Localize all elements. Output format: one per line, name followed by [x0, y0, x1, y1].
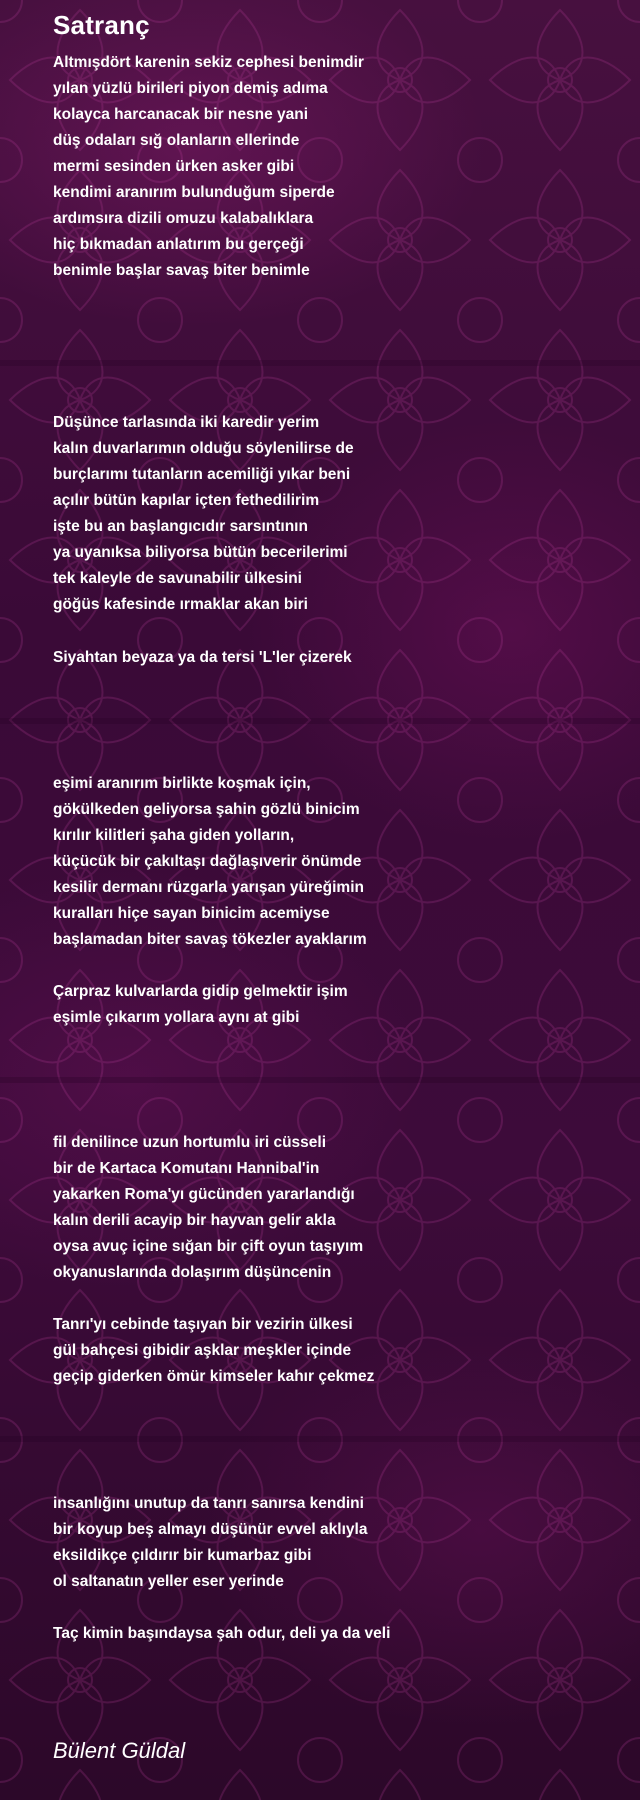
poem-line: oysa avuç içine sığan bir çift oyun taşıyım: [53, 1238, 364, 1255]
poem-line: açılır bütün kapılar içten fethedilirim: [53, 492, 320, 509]
stanza: [53, 50, 364, 284]
poem-line: Tanrı'yı cebinde taşıyan bir vezirin ülkesi: [53, 1316, 353, 1333]
poem-line: düş odaları sığ olanların ellerinde: [53, 132, 300, 149]
poem-line: okyanuslarında dolaşırım düşüncenin: [53, 1264, 332, 1281]
stanza: [53, 1312, 374, 1390]
poem-line: Taç kimin başındaysa şah odur, deli ya da veli: [53, 1625, 391, 1642]
poem-line: burçlarımı tutanların acemiliği yıkar beni: [53, 466, 351, 483]
section-divider: [0, 1077, 640, 1083]
stanza: [53, 410, 354, 618]
poem-line: mermi sesinden ürken asker gibi: [53, 158, 295, 175]
poem-line: ol saltanatın yeller eser yerinde: [53, 1573, 284, 1590]
poem-line: kolayca harcanacak bir nesne yani: [53, 106, 309, 123]
poem-line: bir de Kartaca Komutanı Hannibal'in: [53, 1160, 320, 1177]
poem-line: eşimle çıkarım yollara aynı at gibi: [53, 1009, 300, 1026]
poem-line: göğüs kafesinde ırmaklar akan biri: [53, 596, 308, 613]
poem-line: işte bu an başlangıcıdır sarsıntının: [53, 518, 308, 535]
poem-line: başlamadan biter savaş tökezler ayaklarım: [53, 931, 367, 948]
poem-author: Bülent Güldal: [53, 1738, 186, 1763]
section-divider: [0, 1436, 640, 1442]
stanza: [53, 979, 348, 1031]
stanza: [53, 1491, 367, 1595]
poem-line: Siyahtan beyaza ya da tersi 'L'ler çizerek: [53, 649, 352, 666]
poem-line: ya uyanıksa biliyorsa bütün becerilerimi: [53, 544, 348, 561]
poem-line: benimle başlar savaş biter benimle: [53, 262, 310, 279]
poem-line: kalın derili acayip bir hayvan gelir akla: [53, 1212, 336, 1229]
poem-line: bir koyup beş almayı düşünür evvel aklıyla: [53, 1521, 368, 1538]
poem-line: yakarken Roma'yı gücünden yararlandığı: [53, 1186, 355, 1203]
poem-line: gökülkeden geliyorsa şahin gözlü binicim: [53, 801, 360, 818]
poem-line: yılan yüzlü birileri piyon demiş adıma: [53, 80, 328, 97]
poem-line: kuralları hiçe sayan binicim acemiyse: [53, 905, 330, 922]
poem-line: Düşünce tarlasında iki karedir yerim: [53, 414, 320, 431]
poem-line: ardımsıra dizili omuzu kalabalıklara: [53, 210, 314, 227]
poem-line: gül bahçesi gibidir aşklar meşkler içinde: [53, 1342, 352, 1359]
stanza: [53, 771, 367, 953]
stanza: [53, 1130, 363, 1286]
stanza: [53, 645, 352, 671]
poem-line: hiç bıkmadan anlatırım bu gerçeği: [53, 236, 304, 253]
poem-line: fil denilince uzun hortumlu iri cüsseli: [53, 1134, 327, 1151]
poem-line: eşimi aranırım birlikte koşmak için,: [53, 775, 311, 792]
poem-line: kırılır kilitleri şaha giden yolların,: [53, 827, 295, 844]
poem-line: Çarpraz kulvarlarda gidip gelmektir işim: [53, 983, 348, 1000]
poem-line: Altmışdört karenin sekiz cephesi benimdir: [53, 54, 364, 71]
poem-line: kendimi aranırım bulunduğum siperde: [53, 184, 335, 201]
poem-line: insanlığını unutup da tanrı sanırsa kendini: [53, 1495, 364, 1512]
poem-line: geçip giderken ömür kimseler kahır çekmez: [53, 1368, 375, 1385]
poem-line: tek kaleyle de savunabilir ülkesini: [53, 570, 302, 587]
poem-line: eksildikçe çıldırır bir kumarbaz gibi: [53, 1547, 312, 1564]
poem-line: kesilir dermanı rüzgarla yarışan yüreğimin: [53, 879, 364, 896]
poem-line: küçücük bir çakıltaşı dağlaşıverir önümde: [53, 853, 362, 870]
section-divider: [0, 360, 640, 366]
poem-title: Satranç: [53, 10, 150, 40]
poem-line: kalın duvarlarımın olduğu söylenilirse de: [53, 440, 354, 457]
section-divider: [0, 718, 640, 724]
stanza: [53, 1621, 390, 1647]
